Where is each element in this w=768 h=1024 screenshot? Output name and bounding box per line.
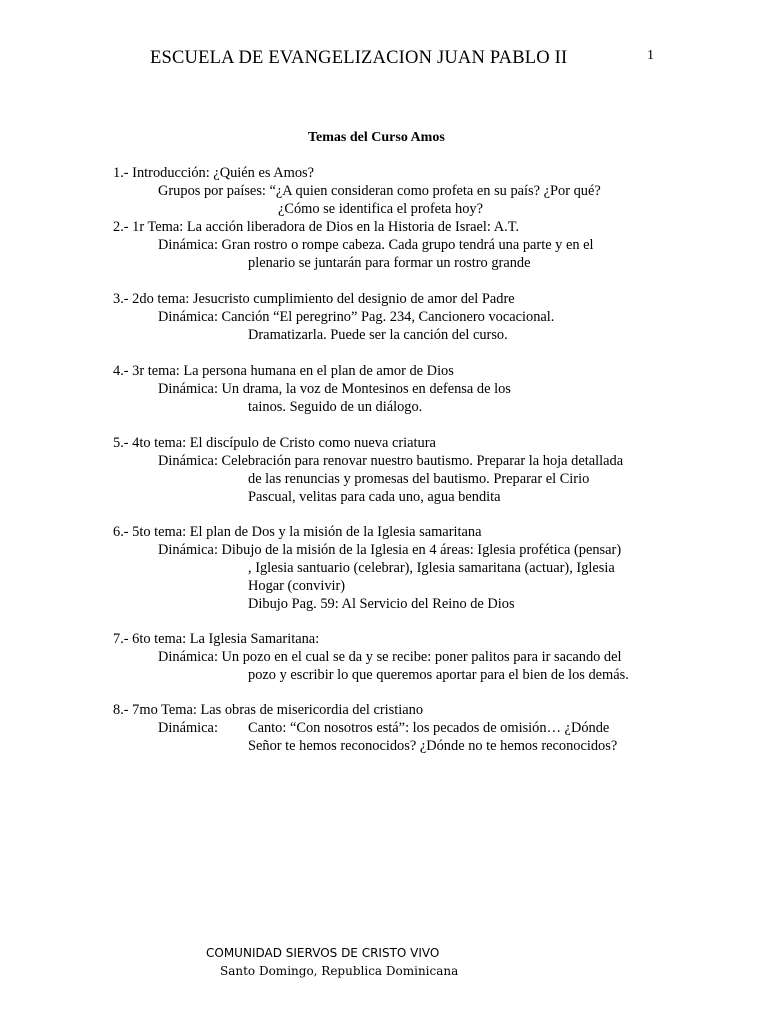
topic-2-heading: 2.- 1r Tema: La acción liberadora de Dios en la Historia de Israel: A.T.	[113, 219, 520, 235]
topic-3-heading: 3.- 2do tema: Jesucristo cumplimiento del designio de amor del Padre	[113, 291, 515, 307]
topic-7-heading: 7.- 6to tema: La Iglesia Samaritana:	[113, 631, 320, 647]
topic-5-line: Pascual, velitas para cada uno, agua bendita	[248, 489, 501, 505]
footer-location: Santo Domingo, Republica Dominicana	[220, 964, 459, 978]
footer-community: COMUNIDAD SIERVOS DE CRISTO VIVO	[206, 946, 440, 960]
topic-6-line: Hogar (convivir)	[248, 578, 346, 594]
topic-1-line: ¿Cómo se identifica el profeta hoy?	[278, 201, 483, 217]
topic-5-heading: 5.- 4to tema: El discípulo de Cristo como nueva criatura	[113, 435, 436, 451]
page-number: 1	[647, 48, 654, 63]
topic-6-line: , Iglesia santuario (celebrar), Iglesia samaritana (actuar), Iglesia	[248, 560, 615, 576]
topic-7-line: Dinámica: Un pozo en el cual se da y se recibe: poner palitos para ir sacando del	[158, 649, 622, 665]
topic-7-line: pozo y escribir lo que queremos aportar para el bien de los demás.	[248, 667, 629, 683]
topic-2-line: plenario se juntarán para formar un rostro grande	[248, 255, 531, 271]
document-header: ESCUELA DE EVANGELIZACION JUAN PABLO II	[150, 48, 568, 68]
topic-2-line: Dinámica: Gran rostro o rompe cabeza. Cada grupo tendrá una parte y en el	[158, 237, 594, 253]
topic-8-line: Señor te hemos reconocidos? ¿Dónde no te hemos reconocidos?	[248, 738, 618, 754]
topic-1-line: Grupos por países: “¿A quien consideran como profeta en su país? ¿Por qué?	[158, 183, 601, 199]
topic-5-line: Dinámica: Celebración para renovar nuestro bautismo. Preparar la hoja detallada	[158, 453, 624, 469]
topic-3-line: Dinámica: Canción “El peregrino” Pag. 234, Cancionero vocacional.	[158, 309, 555, 325]
topic-6-heading: 6.- 5to tema: El plan de Dos y la misión de la Iglesia samaritana	[113, 524, 482, 540]
topic-6-line: Dinámica: Dibujo de la misión de la Iglesia en 4 áreas: Iglesia profética (pensar)	[158, 542, 622, 558]
topic-6-line: Dibujo Pag. 59: Al Servicio del Reino de Dios	[248, 596, 515, 612]
topic-5-line: de las renuncias y promesas del bautismo. Preparar el Cirio	[248, 471, 590, 487]
topic-8-label: Dinámica:	[158, 720, 218, 736]
topic-4-line: Dinámica: Un drama, la voz de Montesinos en defensa de los	[158, 381, 511, 397]
document-title: Temas del Curso Amos	[308, 130, 445, 145]
topic-1-heading: 1.- Introducción: ¿Quién es Amos?	[113, 165, 315, 181]
topic-8-heading: 8.- 7mo Tema: Las obras de misericordia del cristiano	[113, 702, 424, 718]
topic-8-line: Canto: “Con nosotros está”: los pecados de omisión… ¿Dónde	[248, 720, 610, 736]
topic-3-line: Dramatizarla. Puede ser la canción del curso.	[248, 327, 508, 343]
topic-4-line: tainos. Seguido de un diálogo.	[248, 399, 423, 415]
topic-4-heading: 4.- 3r tema: La persona humana en el plan de amor de Dios	[113, 363, 454, 379]
